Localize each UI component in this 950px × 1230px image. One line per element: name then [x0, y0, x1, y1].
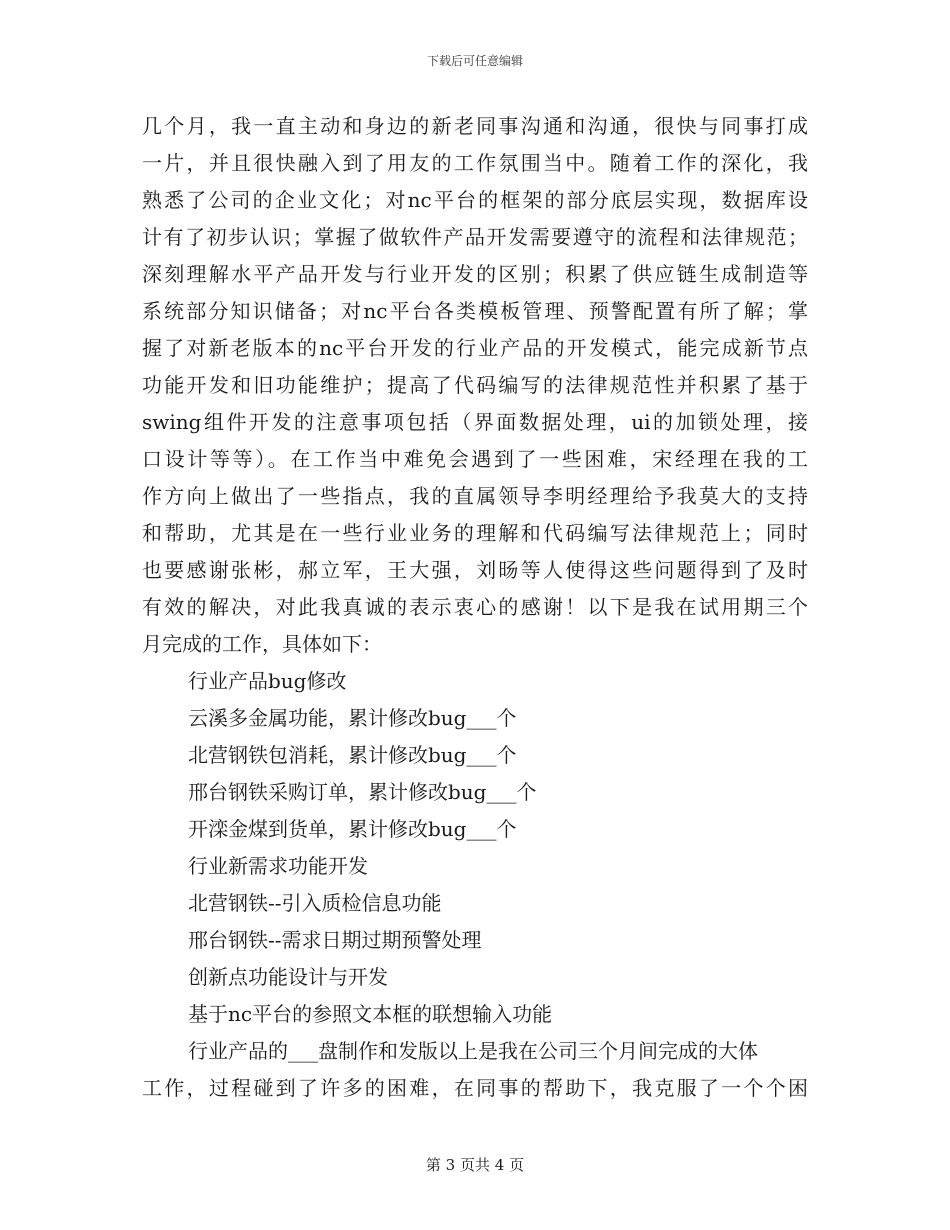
- text-line: 几个月，我一直主动和身边的新老同事沟通和沟通，很快与同事打成: [142, 114, 808, 138]
- text-line: 有效的解决，对此我真诚的表示衷心的感谢！以下是我在试用期三个: [142, 595, 808, 619]
- text-line: 也要感谢张彬，郝立军，王大强，刘旸等人使得这些问题得到了及时: [142, 558, 808, 582]
- document-body: [142, 108, 808, 1107]
- page-footer: 第 3 页共 4 页: [425, 1156, 525, 1174]
- list-item: 创新点功能设计与开发: [188, 965, 388, 989]
- list-item: 邢台钢铁采购订单，累计修改bug___个: [188, 780, 537, 804]
- text-line: 和帮助，尤其是在一些行业业务的理解和代码编写法律规范上；同时: [142, 521, 808, 545]
- list-item: 开滦金煤到货单，累计修改bug___个: [188, 817, 517, 841]
- text-line: 作方向上做出了一些指点，我的直属领导李明经理给予我莫大的支持: [142, 484, 808, 508]
- text-line: 握了对新老版本的nc平台开发的行业产品的开发模式，能完成新节点: [142, 336, 808, 360]
- list-item: 北营钢铁包消耗，累计修改bug___个: [188, 743, 517, 767]
- text-line: 一片，并且很快融入到了用友的工作氛围当中。随着工作的深化，我: [142, 151, 808, 175]
- text-line: 系统部分知识储备；对nc平台各类模板管理、预警配置有所了解；掌: [142, 299, 808, 323]
- text-line: 熟悉了公司的企业文化；对nc平台的框架的部分底层实现，数据库设: [142, 188, 808, 212]
- text-line: 功能开发和旧功能维护；提高了代码编写的法律规范性并积累了基于: [142, 373, 808, 397]
- text-line: 深刻理解水平产品开发与行业开发的区别；积累了供应链生成制造等: [142, 262, 808, 286]
- list-item: 行业新需求功能开发: [188, 854, 368, 878]
- text-line: 行业产品的___盘制作和发版以上是我在公司三个月间完成的大体: [188, 1039, 758, 1063]
- text-line: swing组件开发的注意事项包括（界面数据处理，ui的加锁处理，接: [142, 410, 808, 434]
- list-item: 基于nc平台的参照文本框的联想输入功能: [188, 1002, 553, 1026]
- list-item: 行业产品bug修改: [188, 669, 347, 693]
- text-line: 口设计等等）。在工作当中难免会遇到了一些困难，宋经理在我的工: [142, 447, 808, 471]
- list-item: 邢台钢铁--需求日期过期预警处理: [188, 928, 482, 952]
- list-item: 云溪多金属功能，累计修改bug___个: [188, 706, 517, 730]
- text-line: 工作，过程碰到了许多的困难，在同事的帮助下，我克服了一个个困: [142, 1076, 808, 1100]
- text-line: 月完成的工作，具体如下：: [142, 632, 382, 656]
- list-item: 北营钢铁--引入质检信息功能: [188, 891, 442, 915]
- page-header: 下载后可任意编辑: [426, 54, 523, 68]
- text-line: 计有了初步认识；掌握了做软件产品开发需要遵守的流程和法律规范；: [142, 225, 808, 249]
